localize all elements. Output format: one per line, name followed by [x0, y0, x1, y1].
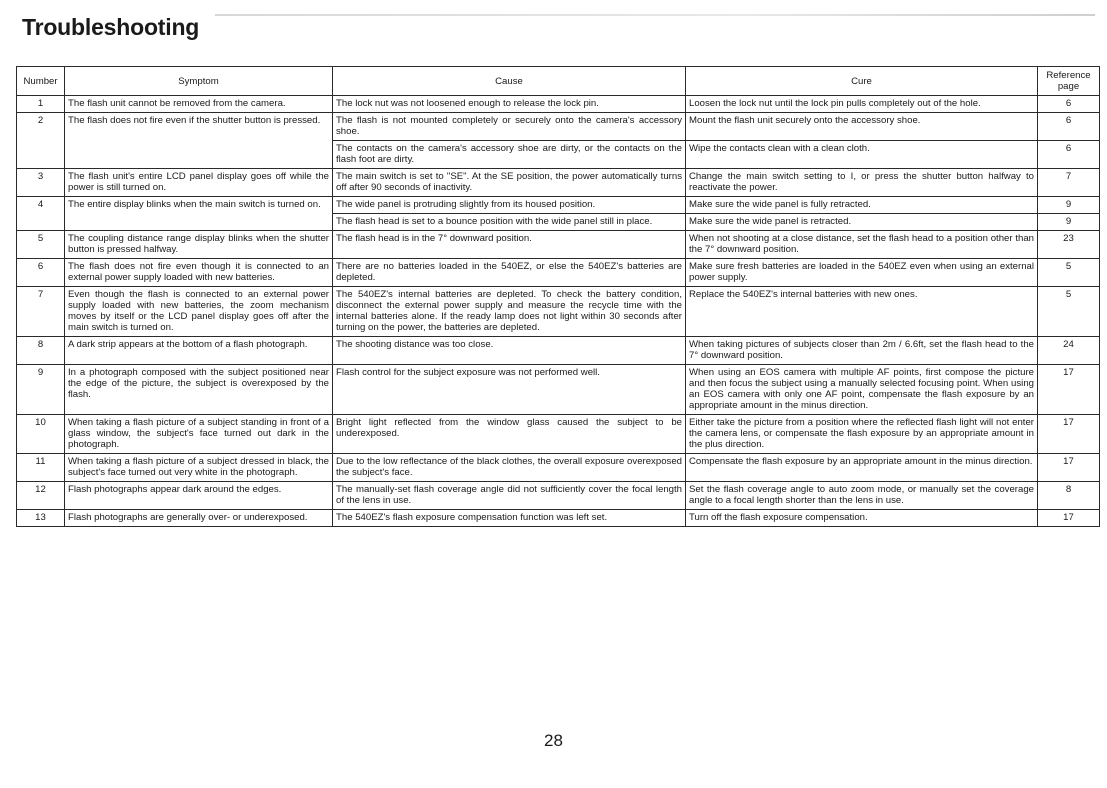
reference-page-cell: 9 [1038, 197, 1100, 214]
symptom-cell: The flash unit's entire LCD panel display goes off while the power is still turned on. [65, 169, 333, 197]
reference-page-cell: 24 [1038, 337, 1100, 365]
row-number: 3 [17, 169, 65, 197]
cure-cell: Make sure the wide panel is fully retracted. [686, 197, 1038, 214]
cure-cell: When not shooting at a close distance, set the flash head to a position other than the 7° downward position. [686, 231, 1038, 259]
column-header-reference-page: Reference page [1038, 67, 1100, 96]
row-number: 6 [17, 259, 65, 287]
cure-cell: Replace the 540EZ's internal batteries with new ones. [686, 287, 1038, 337]
page-title: Troubleshooting [22, 14, 200, 40]
cause-cell: The shooting distance was too close. [333, 337, 686, 365]
symptom-cell: The entire display blinks when the main switch is turned on. [65, 197, 333, 231]
cure-cell: Make sure the wide panel is retracted. [686, 214, 1038, 231]
cure-cell: Loosen the lock nut until the lock pin pulls completely out of the hole. [686, 96, 1038, 113]
symptom-cell: The coupling distance range display blinks when the shutter button is pressed halfway. [65, 231, 333, 259]
row-number: 11 [17, 454, 65, 482]
row-number: 8 [17, 337, 65, 365]
reference-page-cell: 5 [1038, 259, 1100, 287]
reference-page-cell: 6 [1038, 96, 1100, 113]
column-header-cause: Cause [333, 67, 686, 96]
reference-page-cell: 17 [1038, 415, 1100, 454]
symptom-cell: When taking a flash picture of a subject dressed in black, the subject's face turned out very white in the photograph. [65, 454, 333, 482]
row-number: 1 [17, 96, 65, 113]
reference-page-cell: 17 [1038, 454, 1100, 482]
row-number: 5 [17, 231, 65, 259]
symptom-cell: A dark strip appears at the bottom of a flash photograph. [65, 337, 333, 365]
cause-cell: Due to the low reflectance of the black clothes, the overall exposure overexposed the subject's face. [333, 454, 686, 482]
reference-page-cell: 7 [1038, 169, 1100, 197]
page-number: 28 [544, 731, 563, 750]
row-number: 10 [17, 415, 65, 454]
reference-page-cell: 8 [1038, 482, 1100, 510]
table-row [17, 482, 1100, 510]
title-divider [215, 14, 1095, 16]
table-row [17, 197, 1100, 214]
cause-cell: The wide panel is protruding slightly from its housed position. [333, 197, 686, 214]
cause-cell: The flash is not mounted completely or securely onto the camera's accessory shoe. [333, 113, 686, 141]
table-row [17, 415, 1100, 454]
symptom-cell: Flash photographs are generally over- or underexposed. [65, 510, 333, 527]
cure-cell: When taking pictures of subjects closer than 2m / 6.6ft, set the flash head to the 7° downward position. [686, 337, 1038, 365]
troubleshooting-table [16, 66, 1100, 527]
reference-page-cell: 6 [1038, 141, 1100, 169]
cure-cell: When using an EOS camera with multiple AF points, first compose the picture and then focus the subject using a manually selected focusing point. When using an EOS camera with only one AF point, compensate the flash exposure by an appropriate amount in the minus direction. [686, 365, 1038, 415]
symptom-cell: Even though the flash is connected to an external power supply loaded with new batteries, the zoom mechanism moves by itself or the LCD panel display goes off after the main switch is turned on. [65, 287, 333, 337]
cure-cell: Make sure fresh batteries are loaded in the 540EZ even when using an external power supply. [686, 259, 1038, 287]
cure-cell: Wipe the contacts clean with a clean cloth. [686, 141, 1038, 169]
table-row [17, 231, 1100, 259]
symptom-cell: Flash photographs appear dark around the edges. [65, 482, 333, 510]
symptom-cell: The flash does not fire even if the shutter button is pressed. [65, 113, 333, 169]
cause-cell: The lock nut was not loosened enough to release the lock pin. [333, 96, 686, 113]
cause-cell: The manually-set flash coverage angle did not sufficiently cover the focal length of the lens in use. [333, 482, 686, 510]
cause-cell: There are no batteries loaded in the 540EZ, or else the 540EZ's batteries are depleted. [333, 259, 686, 287]
symptom-cell: The flash does not fire even though it is connected to an external power supply loaded with new batteries. [65, 259, 333, 287]
symptom-cell: In a photograph composed with the subject positioned near the edge of the picture, the subject is overexposed by the flash. [65, 365, 333, 415]
cause-cell: The 540EZ's flash exposure compensation function was left set. [333, 510, 686, 527]
reference-page-cell: 5 [1038, 287, 1100, 337]
cure-cell: Turn off the flash exposure compensation. [686, 510, 1038, 527]
row-number: 9 [17, 365, 65, 415]
cause-cell: The contacts on the camera's accessory shoe are dirty, or the contacts on the flash foot are dirty. [333, 141, 686, 169]
column-header-number: Number [17, 67, 65, 96]
table-row [17, 96, 1100, 113]
table-row [17, 365, 1100, 415]
table-row [17, 113, 1100, 141]
symptom-cell: The flash unit cannot be removed from the camera. [65, 96, 333, 113]
cause-cell: The flash head is set to a bounce position with the wide panel still in place. [333, 214, 686, 231]
cause-cell: The 540EZ's internal batteries are depleted. To check the battery condition, disconnect the external power supply and measure the recycle time with the internal batteries alone. If the ready lamp does not light within 30 seconds after turning on the power, the batteries are depleted. [333, 287, 686, 337]
cause-cell: The flash head is in the 7° downward position. [333, 231, 686, 259]
cause-cell: Flash control for the subject exposure was not performed well. [333, 365, 686, 415]
column-header-cure: Cure [686, 67, 1038, 96]
row-number: 2 [17, 113, 65, 169]
table-row [17, 259, 1100, 287]
table-row [17, 337, 1100, 365]
table-row [17, 169, 1100, 197]
table-header-row [17, 67, 1100, 96]
row-number: 12 [17, 482, 65, 510]
table-row [17, 454, 1100, 482]
cause-cell: The main switch is set to "SE". At the SE position, the power automatically turns off after 90 seconds of inactivity. [333, 169, 686, 197]
reference-page-cell: 17 [1038, 365, 1100, 415]
symptom-cell: When taking a flash picture of a subject standing in front of a glass window, the subject's face turned out dark in the photograph. [65, 415, 333, 454]
cure-cell: Set the flash coverage angle to auto zoom mode, or manually set the coverage angle to a focal length shorter than the lens in use. [686, 482, 1038, 510]
reference-page-cell: 6 [1038, 113, 1100, 141]
reference-page-cell: 17 [1038, 510, 1100, 527]
column-header-symptom: Symptom [65, 67, 333, 96]
cure-cell: Change the main switch setting to I, or press the shutter button halfway to reactivate the power. [686, 169, 1038, 197]
row-number: 4 [17, 197, 65, 231]
cause-cell: Bright light reflected from the window glass caused the subject to be underexposed. [333, 415, 686, 454]
cure-cell: Compensate the flash exposure by an appropriate amount in the minus direction. [686, 454, 1038, 482]
table-row [17, 287, 1100, 337]
reference-page-cell: 9 [1038, 214, 1100, 231]
row-number: 7 [17, 287, 65, 337]
table-row [17, 510, 1100, 527]
reference-page-cell: 23 [1038, 231, 1100, 259]
cure-cell: Mount the flash unit securely onto the accessory shoe. [686, 113, 1038, 141]
row-number: 13 [17, 510, 65, 527]
cure-cell: Either take the picture from a position where the reflected flash light will not enter the camera lens, or compensate the flash exposure by an appropriate amount in the plus direction. [686, 415, 1038, 454]
